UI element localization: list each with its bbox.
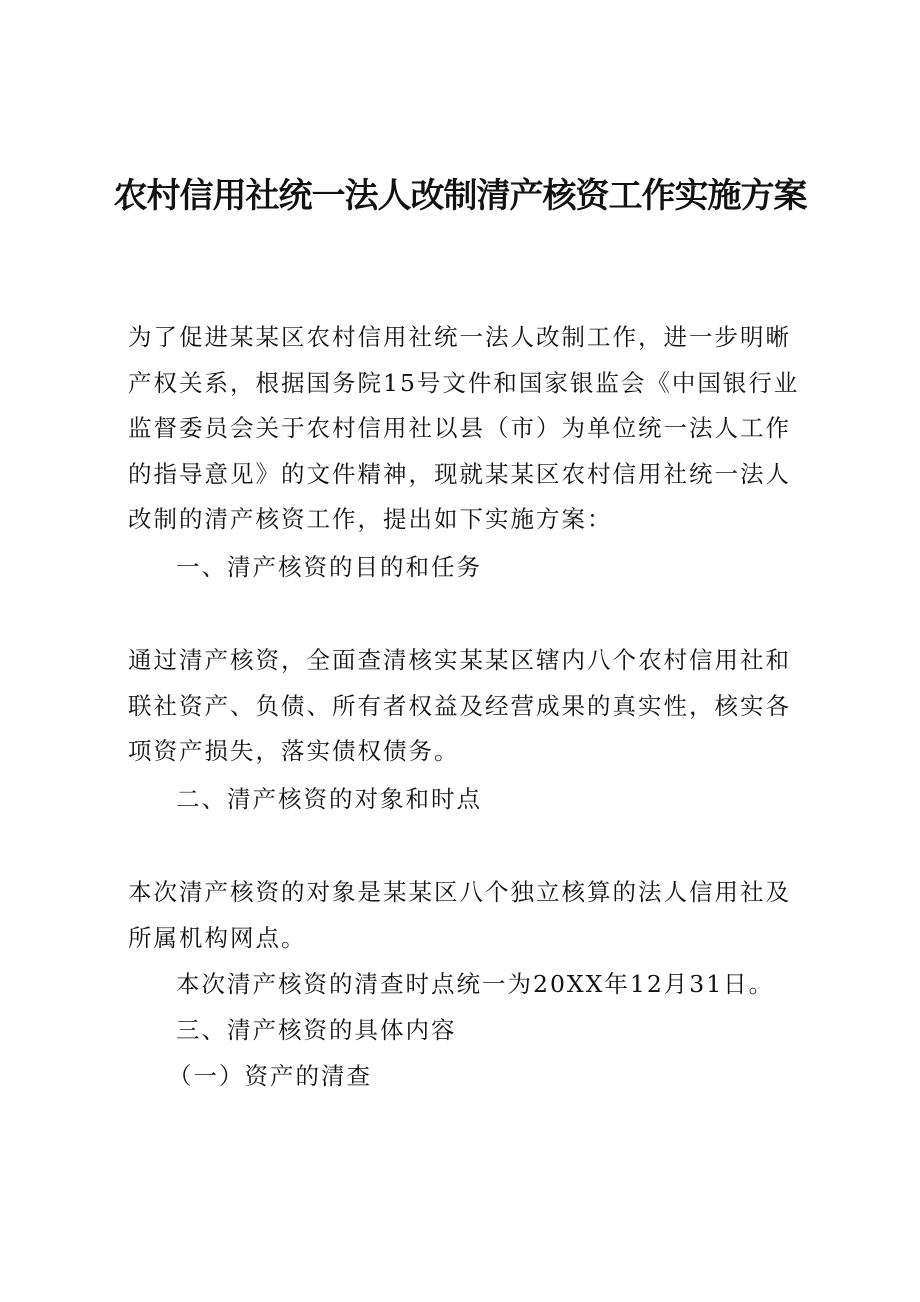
section3-subheading-assets: （一）资产的清查 xyxy=(168,1062,372,1090)
section3-heading: 三、清产核资的具体内容 xyxy=(176,1016,457,1044)
section2-body: 本次清产核资的对象是某某区八个独立核算的法人信用社及所属机构网点。 xyxy=(128,878,791,952)
intro-paragraph: 为了促进某某区农村信用社统一法人改制工作，进一步明晰产权关系，根据国务院15号文件和国家银监会《中国银行业监督委员会关于农村信用社以县（市）为单位统一法人工作的指导意见》的文件精神，现就某某区农村信用社统一法人改制的清产核资工作，提出如下实施方案： xyxy=(128,323,800,533)
section1-body: 通过清产核资，全面查清核实某某区辖内八个农村信用社和联社资产、负债、所有者权益及经营成果的真实性，核实各项资产损失，落实债权债务。 xyxy=(128,646,791,765)
section1-heading: 一、清产核资的目的和任务 xyxy=(176,553,482,581)
section2-date-line: 本次清产核资的清查时点统一为20XX年12月31日。 xyxy=(176,970,775,998)
document-title: 农村信用社统一法人改制清产核资工作实施方案 xyxy=(113,176,807,216)
section2-heading: 二、清产核资的对象和时点 xyxy=(176,785,482,813)
